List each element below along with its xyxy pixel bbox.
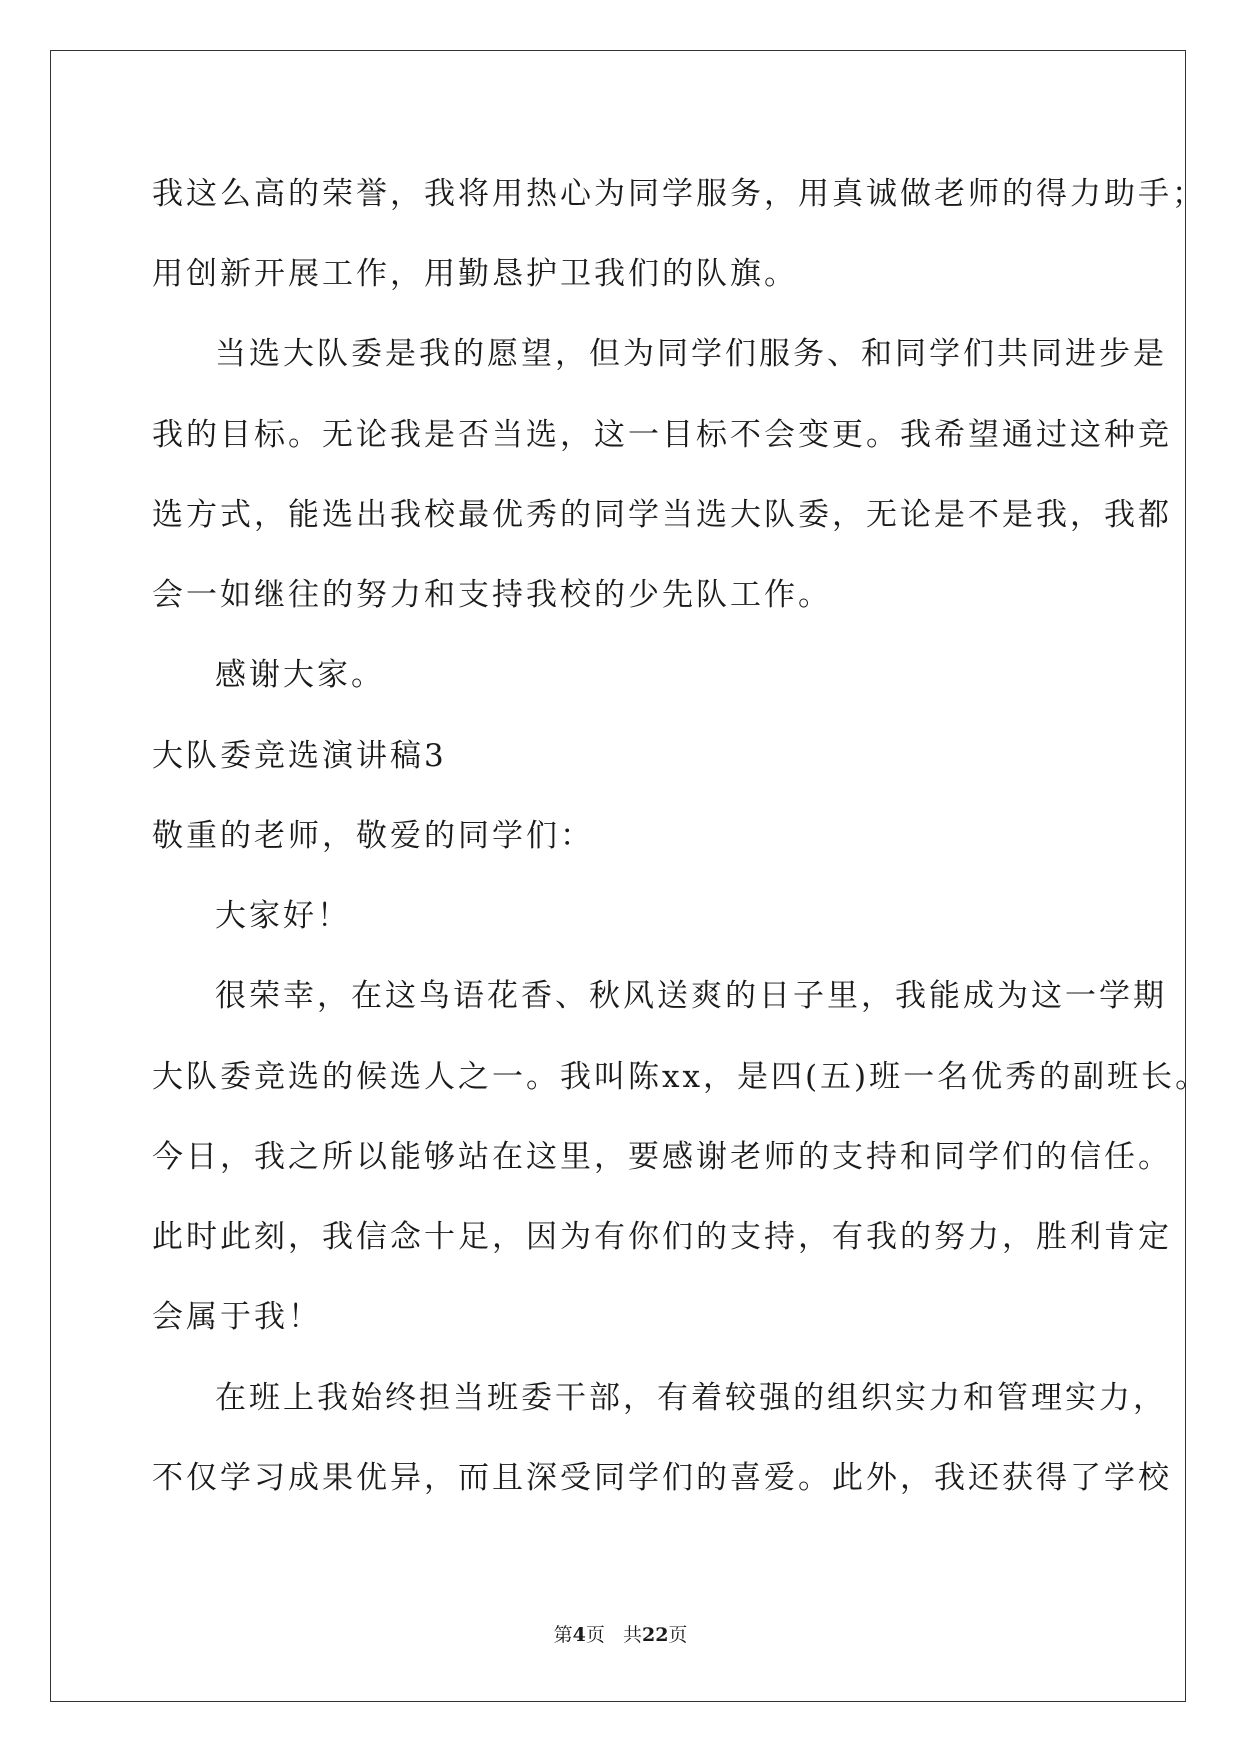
body-line: 此时此刻，我信念十足，因为有你们的支持，有我的努力，胜利肯定 xyxy=(152,1219,1172,1255)
body-line: 当选大队委是我的愿望，但为同学们服务、和同学们共同进步是 xyxy=(215,336,1167,372)
page-footer xyxy=(0,1622,1241,1648)
body-line: 今日，我之所以能够站在这里，要感谢老师的支持和同学们的信任。 xyxy=(152,1139,1172,1175)
body-line: 选方式，能选出我校最优秀的同学当选大队委，无论是不是我，我都 xyxy=(152,497,1172,533)
page-prefix: 第 xyxy=(553,1624,573,1646)
body-line: 会属于我！ xyxy=(152,1299,322,1335)
section-heading: 大队委竞选演讲稿3 xyxy=(152,738,447,774)
greeting: 大家好！ xyxy=(215,898,351,934)
page-number: 4 xyxy=(572,1624,586,1646)
total-suffix: 页 xyxy=(668,1624,688,1646)
body-line: 不仅学习成果优异，而且深受同学们的喜爱。此外，我还获得了学校 xyxy=(152,1460,1172,1496)
page-border xyxy=(50,50,1186,1702)
page-suffix: 页 xyxy=(585,1624,605,1646)
body-line: 感谢大家。 xyxy=(215,657,385,693)
total-pages: 22 xyxy=(641,1624,669,1646)
salutation: 敬重的老师，敬爱的同学们： xyxy=(152,818,594,854)
body-line: 我这么高的荣誉，我将用热心为同学服务，用真诚做老师的得力助手； xyxy=(152,176,1206,212)
total-prefix: 共 xyxy=(622,1624,642,1646)
body-line: 在班上我始终担当班委干部，有着较强的组织实力和管理实力， xyxy=(215,1380,1167,1416)
body-line: 用创新开展工作，用勤恳护卫我们的队旗。 xyxy=(152,256,798,292)
body-line: 我的目标。无论我是否当选，这一目标不会变更。我希望通过这种竞 xyxy=(152,417,1172,453)
body-line: 很荣幸，在这鸟语花香、秋风送爽的日子里，我能成为这一学期 xyxy=(215,978,1167,1014)
body-line: 会一如继往的努力和支持我校的少先队工作。 xyxy=(152,577,832,613)
body-line: 大队委竞选的候选人之一。我叫陈xx，是四(五)班一名优秀的副班长。 xyxy=(152,1059,1210,1095)
